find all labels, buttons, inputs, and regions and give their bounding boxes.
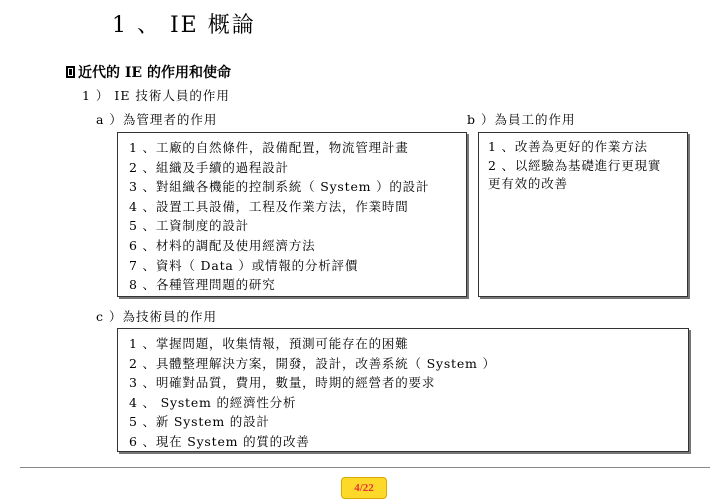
list-item: 2 、以經驗為基礎進行更現實 xyxy=(488,157,662,173)
page-number-badge: 4/22 xyxy=(341,477,387,499)
section-heading-text: 近代的 IE 的作用和使命 xyxy=(78,65,231,81)
list-item: 7 、資料（ Data ）或情報的分析評價 xyxy=(129,257,359,273)
list-item: 1 、改善為更好的作業方法 xyxy=(488,139,648,154)
list-item: 6 、現在 System 的質的改善 xyxy=(129,433,310,449)
list-item: 1 、掌握問題，收集情報，預測可能存在的困難 xyxy=(129,336,409,351)
list-item: 2 、具體整理解決方案，開發，設計，改善系統（ System ） xyxy=(129,355,496,371)
list-item: 5 、新 System 的設計 xyxy=(129,414,270,430)
employee-role-box xyxy=(478,132,688,297)
group-b-label: b ）為員工的作用 xyxy=(467,112,576,127)
list-item: 更有效的改善 xyxy=(488,176,568,191)
list-item: 8 、各種管理問題的研究 xyxy=(129,277,276,293)
section-heading xyxy=(66,62,231,82)
list-item: 4 、 System 的經濟性分析 xyxy=(129,394,297,410)
list-item: 3 、明確對品質，費用，數量，時期的經營者的要求 xyxy=(129,375,436,391)
list-item: 2 、組織及手續的過程設計 xyxy=(129,159,289,175)
slide-title: 1 、 IE 概論 xyxy=(112,13,256,38)
list-item: 3 、對組織各機能的控制系統（ System ）的設計 xyxy=(129,179,430,195)
engineer-role-box xyxy=(117,328,689,452)
group-c-label: c ）為技術員的作用 xyxy=(96,309,217,324)
footer-divider xyxy=(20,467,710,468)
list-item: 5 、工資制度的設計 xyxy=(129,218,249,234)
manager-role-box xyxy=(117,132,467,297)
group-a-label: a ）為管理者的作用 xyxy=(96,112,218,127)
list-item: 6 、材料的調配及使用經濟方法 xyxy=(129,237,316,253)
subsection-heading: 1 ） IE 技術人員的作用 xyxy=(82,88,230,103)
list-item: 4 、設置工具設備，工程及作業方法，作業時間 xyxy=(129,198,409,214)
square-bullet-icon xyxy=(66,66,75,78)
list-item: 1 、工廠的自然條件，設備配置，物流管理計畫 xyxy=(129,140,409,155)
